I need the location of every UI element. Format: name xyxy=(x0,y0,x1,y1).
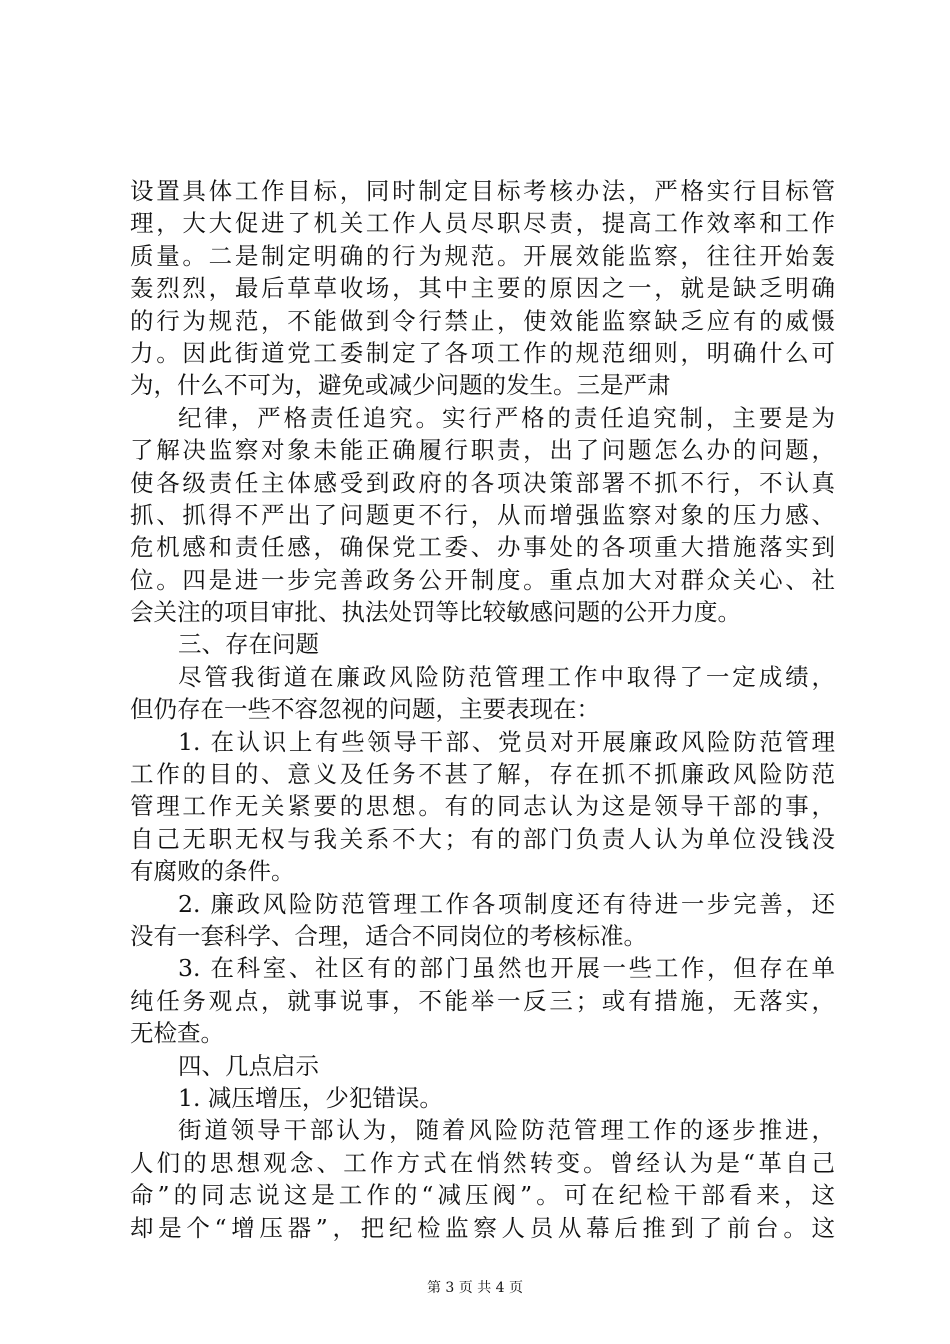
text-line: 纪律，严格责任追究。实行严格的责任追究制，主要是为 xyxy=(178,403,835,432)
text-line: 但仍存在一些不容忽视的问题，主要表现在： xyxy=(130,695,600,724)
text-line: 人们的思想观念、工作方式在悄然转变。曾经认为是“革自己 xyxy=(130,1148,835,1177)
text-line: 理，大大促进了机关工作人员尽职尽责，提高工作效率和工作 xyxy=(130,209,835,238)
document-body xyxy=(130,175,835,1244)
text-line: 危机感和责任感，确保党工委、办事处的各项重大措施落实到 xyxy=(130,533,835,562)
text-line: 尽管我街道在廉政风险防范管理工作中取得了一定成绩， xyxy=(178,662,835,691)
text-line: 为，什么不可为，避免或减少问题的发生。三是严肃 xyxy=(130,371,671,400)
text-line: 质量。二是制定明确的行为规范。开展效能监察，往往开始轰 xyxy=(130,241,835,270)
text-line: 3. 在科室、社区有的部门虽然也开展一些工作，但存在单 xyxy=(178,954,835,983)
text-line: 2. 廉政风险防范管理工作各项制度还有待进一步完善，还 xyxy=(178,889,835,918)
text-line: 纯任务观点，就事说事，不能举一反三；或有措施，无落实， xyxy=(130,986,835,1015)
text-line: 却是个“增压器”，把纪检监察人员从幕后推到了前台。这 xyxy=(130,1213,835,1242)
text-line: 使各级责任主体感受到政府的各项决策部署不抓不行，不认真 xyxy=(130,468,835,497)
text-line: 自己无职无权与我关系不大；有的部门负责人认为单位没钱没 xyxy=(130,824,835,853)
text-line: 的行为规范，不能做到令行禁止，使效能监察缺乏应有的威慑 xyxy=(130,306,835,335)
text-line: 会关注的项目审批、执法处罚等比较敏感问题的公开力度。 xyxy=(130,598,741,627)
section-heading: 三、存在问题 xyxy=(178,630,319,659)
text-line: 管理工作无关紧要的思想。有的同志认为这是领导干部的事， xyxy=(130,792,835,821)
sub-heading: 1. 减压增压，少犯错误。 xyxy=(178,1083,443,1112)
text-line: 街道领导干部认为，随着风险防范管理工作的逐步推进， xyxy=(178,1116,835,1145)
text-line: 无检查。 xyxy=(130,1019,224,1048)
text-line: 命”的同志说这是工作的“减压阀”。可在纪检干部看来，这 xyxy=(130,1181,835,1210)
text-line: 力。因此街道党工委制定了各项工作的规范细则，明确什么可 xyxy=(130,338,835,367)
section-heading: 四、几点启示 xyxy=(178,1051,319,1080)
page-number-footer: 第 3 页 共 4 页 xyxy=(426,1280,524,1296)
text-line: 了解决监察对象未能正确履行职责，出了问题怎么办的问题， xyxy=(130,436,835,465)
text-line: 抓、抓得不严出了问题更不行，从而增强监察对象的压力感、 xyxy=(130,500,835,529)
text-line: 设置具体工作目标，同时制定目标考核办法，严格实行目标管 xyxy=(130,177,835,205)
text-line: 有腐败的条件。 xyxy=(130,857,295,886)
text-line: 轰烈烈，最后草草收场，其中主要的原因之一，就是缺乏明确 xyxy=(130,274,835,303)
text-line: 位。四是进一步完善政务公开制度。重点加大对群众关心、社 xyxy=(130,565,835,594)
text-line: 工作的目的、意义及任务不甚了解，存在抓不抓廉政风险防范 xyxy=(130,760,835,789)
text-line: 没有一套科学、合理，适合不同岗位的考核标准。 xyxy=(130,921,647,950)
text-line: 1. 在认识上有些领导干部、党员对开展廉政风险防范管理 xyxy=(178,727,835,756)
